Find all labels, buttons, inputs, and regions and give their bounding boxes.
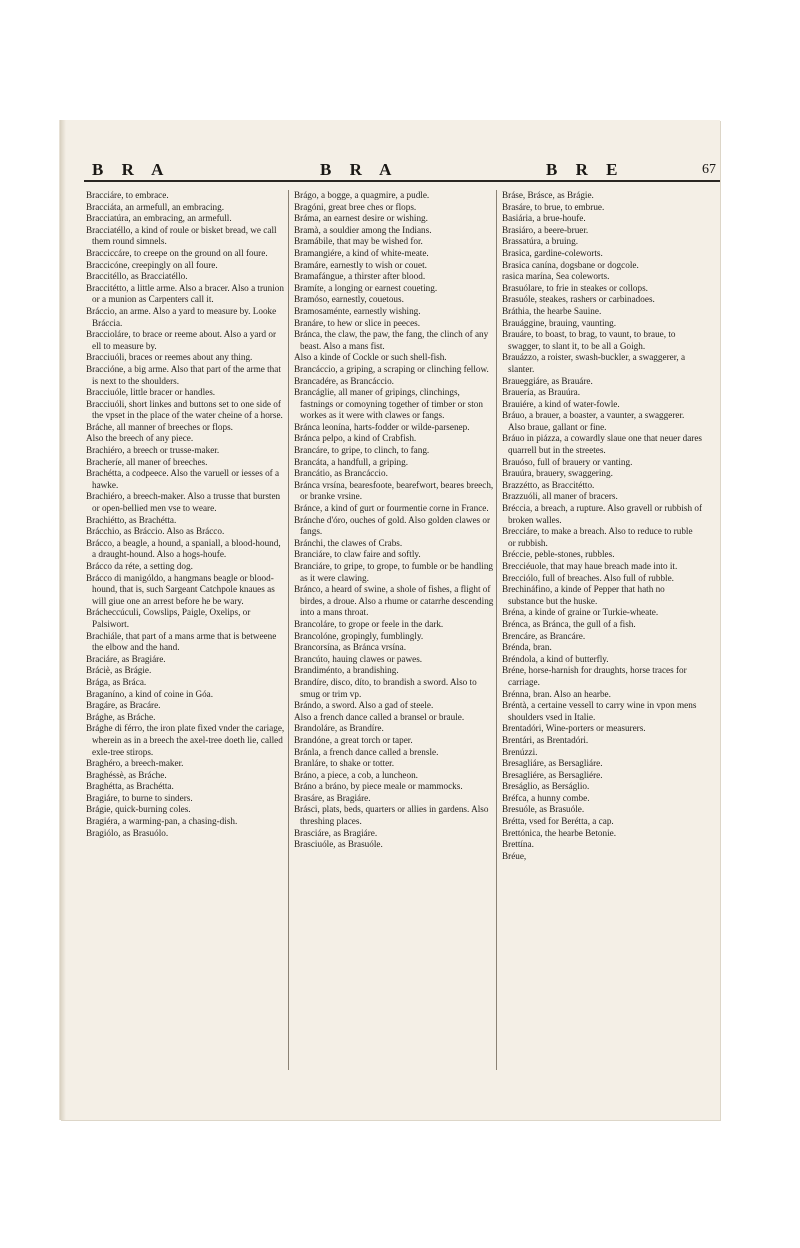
dictionary-entry: Bracciáre, to embrace.	[86, 190, 169, 200]
dictionary-entry: Brancolóne, gropingly, fumblingly.	[294, 630, 424, 641]
dictionary-entry: Brachiéro, a breech-maker. Also a trusse that bursten or open-bellied men vse to weare.	[86, 491, 281, 514]
dictionary-entry: Brácco di manigóldo, a hangmans beagle or blood-hound, that is, such Sargeant Catchpole knaues as will giue one an arrest before he be wary.	[86, 572, 275, 606]
dictionary-entry: Bramafángue, a thirster after blood.	[294, 271, 426, 282]
dictionary-entry: Bránca pelpo, a kind of Crabfish.	[294, 433, 417, 444]
dictionary-entry: Brasciuóle, as Brasuóle.	[294, 839, 383, 850]
dictionary-entry: Bránchi, the clawes of Crabs.	[294, 537, 403, 548]
dictionary-entry: Bramáre, earnestly to wish or couet.	[294, 259, 427, 270]
dictionary-entry: Bránca, the claw, the paw, the fang, the clinch of any beast. Also a mans fist.	[294, 329, 489, 351]
header-rule	[84, 180, 720, 182]
page-number: 67	[702, 162, 716, 177]
dictionary-entry: Brácheccúculi, Cowslips, Paigle, Oxelips, or Palsiwort.	[86, 607, 251, 629]
dictionary-entry: Breságlio, as Berságlio.	[502, 781, 590, 792]
column-1	[86, 190, 286, 1070]
dictionary-entry: Bréfca, a hunny combe.	[502, 792, 590, 803]
dictionary-entry: Braghétta, as Brachétta.	[86, 781, 174, 792]
dictionary-entry: Brága, as Bráca.	[86, 676, 147, 687]
dictionary-entry: Branciáre, to gripe, to grope, to fumble or be handling as it were clawing.	[294, 561, 494, 583]
dictionary-entry: Bracciáta, an armefull, an embracing.	[86, 201, 224, 212]
dictionary-entry: Brazzuóli, all maner of bracers.	[502, 491, 618, 502]
dictionary-entry: Brasciáre, as Bragiáre.	[294, 827, 378, 838]
dictionary-entry: Bráthia, the hearbe Sauine.	[502, 305, 602, 316]
header-right: B R E	[546, 160, 625, 179]
dictionary-entry: Brecciólo, full of breaches. Also full of rubble.	[502, 572, 674, 583]
dictionary-entry: Brauería, as Brauúra.	[502, 387, 581, 398]
dictionary-entry: Brachiéro, a breech or trusse-maker.	[86, 445, 220, 456]
column-divider	[288, 190, 289, 1070]
dictionary-entry: Brasica canína, dogsbane or dogcole.	[502, 259, 639, 270]
dictionary-entry: Brasuóle, steakes, rashers or carbinadoes.	[502, 294, 655, 305]
dictionary-entry: Brasáre, to brue, to embrue.	[502, 201, 605, 212]
dictionary-entry: Brencáre, as Brancáre.	[502, 630, 586, 641]
dictionary-entry: Bragiéra, a warming-pan, a chasing-dish.	[86, 816, 238, 827]
dictionary-entry: Brágo, a bogge, a quagmire, a pudle.	[294, 190, 430, 200]
dictionary-entry: Brettína.	[502, 839, 534, 850]
dictionary-entry: Braganíno, a kind of coine in Góa.	[86, 688, 214, 699]
dictionary-entry: Brancáglie, all maner of gripings, clinchings, fastnings or comoyning together of timber or ston workes as it were with clawes or fangs.	[294, 387, 483, 421]
dictionary-entry: Brachétta, a codpeece. Also the varuell or iesses of a hawke.	[86, 468, 280, 490]
dictionary-entry: Bracciuóli, short linkes and buttons set to one side of the vpset in the place of the water cheine of a horse.	[86, 398, 283, 421]
dictionary-entry: Brentári, as Brentadóri.	[502, 734, 589, 745]
dictionary-entry: Bráno, a piece, a cob, a luncheon.	[294, 769, 418, 780]
dictionary-entry: Brancorsína, as Bránca vrsína.	[294, 642, 406, 653]
dictionary-entry: Bramangiére, a kind of white-meate.	[294, 247, 429, 258]
header-center: B R A	[320, 160, 399, 179]
dictionary-entry: Brágie, quick-burning coles.	[86, 804, 191, 815]
dictionary-entry: Bráche, all manner of breeches or flops.	[86, 421, 233, 432]
dictionary-entry: Bramíte, a longing or earnest coueting.	[294, 282, 438, 293]
column-divider	[496, 190, 497, 1070]
dictionary-entry: Bréccie, peble-stones, rubbles.	[502, 549, 615, 560]
dictionary-entry: Basiária, a brue-houfe.	[502, 213, 586, 224]
dictionary-entry: Brénca, as Bránca, the gull of a fish.	[502, 618, 636, 629]
dictionary-entry: Brauáre, to boast, to brag, to vaunt, to braue, to swagger, to slant it, to be all a Goigh.	[502, 329, 676, 351]
dictionary-entry: Brenúzzi.	[502, 746, 538, 757]
dictionary-entry: Brachiále, that part of a mans arme that is betweene the elbow and the hand.	[86, 630, 277, 653]
dictionary-entry: Bránca vrsína, bearesfoote, bearefwort, beares breech, or branke vrsine.	[294, 479, 494, 502]
dictionary-entry: Brághe di férro, the iron plate fixed vnder the cariage, wherein as in a breech the axel-tree doeth lie, called exle-tree stirops.	[86, 723, 285, 757]
dictionary-entry: Brághe, as Bráche.	[86, 711, 156, 722]
dictionary-entry: Bránche d'óro, ouches of gold. Also golden clawes or fangs.	[294, 514, 491, 537]
dictionary-entry: Brasáre, as Bragiáre.	[294, 792, 371, 803]
dictionary-entry: Braghéro, a breech-maker.	[86, 758, 184, 769]
dictionary-entry: Brecciáre, to make a breach. Also to reduce to ruble or rubbish.	[502, 526, 693, 548]
dictionary-entry: Bránco, a heard of swine, a shole of fishes, a flight of birdes, a droue. Also a rhume or catarrhe descending into a mans throat.	[294, 584, 494, 618]
dictionary-entry: Bránla, a french dance called a brensle.	[294, 746, 439, 757]
dictionary-entry: Bresuóle, as Brasuóle.	[502, 804, 585, 815]
page-gutter-shadow	[60, 120, 66, 1120]
dictionary-entry: Brénda, bran.	[502, 642, 552, 653]
dictionary-entry: Brauiére, a kind of water-fowle.	[502, 398, 620, 409]
dictionary-entry: Brándo, a sword. Also a gad of steele.	[294, 700, 434, 711]
dictionary-entry: Bragáre, as Bracáre.	[86, 700, 161, 711]
dictionary-entry: Brasiáro, a beere-bruer.	[502, 224, 589, 235]
dictionary-entry: Bracciccáre, to creepe on the ground on all foure.	[86, 247, 268, 258]
dictionary-entry: Braccióne, a big arme. Also that part of the arme that is next to the shoulders.	[86, 363, 281, 386]
dictionary-entry: Bréntà, a certaine vessell to carry wine in vpon mens shoulders vsed in Italie.	[502, 700, 697, 722]
dictionary-entry: Brauázzo, a roister, swash-buckler, a swaggerer, a slanter.	[502, 352, 686, 374]
dictionary-entry: Brasica, gardine-coleworts.	[502, 247, 603, 258]
dictionary-entry: Brancáccio, a griping, a scraping or clinching fellow.	[294, 363, 489, 374]
dictionary-entry: Bráse, Brásce, as Brágie.	[502, 190, 594, 200]
dictionary-entry: Braccitétto, a little arme. Also a bracer. Also a trunion or a munion as Carpenters call it.	[86, 282, 284, 305]
dictionary-entry: Bráno a bráno, by piece meale or mammocks.	[294, 781, 463, 792]
dictionary-entry: Brauúra, brauery, swaggering.	[502, 468, 613, 479]
dictionary-entry: Bragiólo, as Brasuólo.	[86, 827, 169, 838]
dictionary-entry: Bramosaménte, earnestly wishing.	[294, 305, 421, 316]
dictionary-entry: Brétta, vsed for Berétta, a cap.	[502, 816, 614, 827]
dictionary-entry: Brecciéuole, that may haue breach made into it.	[502, 561, 678, 571]
dictionary-entry: Braghéssè, as Bráche.	[86, 769, 167, 780]
dictionary-entry: Brácco da réte, a setting dog.	[86, 561, 193, 571]
dictionary-entry: Braccicóne, creepingly on all foure.	[86, 259, 218, 270]
dictionary-entry: rasica marína, Sea coleworts.	[502, 271, 610, 282]
dictionary-entry: Branciáre, to claw faire and softly.	[294, 549, 421, 560]
dictionary-entry: Bréue,	[502, 850, 527, 861]
dictionary-entry: Brechináfino, a kinde of Pepper that hath no substance but the huske.	[502, 584, 665, 606]
dictionary-entry: Brachiétto, as Brachétta.	[86, 514, 177, 525]
dictionary-entry: Brandoláre, as Brandíre.	[294, 723, 384, 734]
dictionary-entry: Also a french dance called a bransel or braule.	[294, 711, 465, 722]
dictionary-entry: Braccitéllo, as Bracciatéllo.	[86, 271, 188, 282]
dictionary-entry: Brazzétto, as Braccitétto.	[502, 479, 595, 490]
dictionary-entry: Brancáta, a handfull, a griping.	[294, 456, 409, 467]
dictionary-entry: Bracciatéllo, a kind of roule or bisket bread, we call them round simnels.	[86, 224, 277, 247]
dictionary-entry: Brandiménto, a brandishing.	[294, 665, 399, 676]
dictionary-entry: Bráccio, an arme. Also a yard to measure by. Looke Bráccia.	[86, 305, 277, 328]
dictionary-entry: Bráuo in piázza, a cowardly slaue one that neuer dares quarrell but in the streetes.	[502, 433, 702, 456]
dictionary-entry: Braciáre, as Bragiáre.	[86, 653, 166, 664]
dictionary-entry: Bracciuóle, little bracer or handles.	[86, 387, 216, 398]
dictionary-entry: Bresagliáre, as Bersagliáre.	[502, 758, 603, 769]
header-left: B R A	[92, 160, 171, 179]
dictionary-entry: Brettónica, the hearbe Betonie.	[502, 827, 617, 838]
dictionary-entry: Braueggiáre, as Brauáre.	[502, 375, 593, 386]
dictionary-entry: Brancadére, as Brancáccio.	[294, 375, 394, 386]
dictionary-entry: Bresagliére, as Bersagliére.	[502, 769, 603, 780]
dictionary-entry: Bréndola, a kind of butterfly.	[502, 653, 609, 664]
dictionary-entry: Brénna, bran. Also an hearbe.	[502, 688, 611, 699]
dictionary-entry: Bráuo, a brauer, a boaster, a vaunter, a swaggerer. Also braue, gallant or fine.	[502, 410, 685, 432]
dictionary-entry: Bráma, an earnest desire or wishing.	[294, 213, 428, 224]
dictionary-entry: Brauóso, full of brauery or vanting.	[502, 456, 633, 467]
dictionary-entry: Brácco, a beagle, a hound, a spaniall, a blood-hound, a draught-hound. Also a hogs-houfe.	[86, 537, 281, 560]
dictionary-entry: Brentadóri, Wine-porters or measurers.	[502, 723, 646, 734]
dictionary-entry: Brácchio, as Bráccio. Also as Brácco.	[86, 526, 225, 537]
dictionary-entry: Bramábile, that may be wished for.	[294, 236, 423, 247]
dictionary-entry: Bragóni, great bree ches or flops.	[294, 201, 417, 212]
dictionary-entry: Branáre, to hew or slice in peeces.	[294, 317, 421, 328]
dictionary-entry: Braccioláre, to brace or reeme about. Also a yard or ell to measure by.	[86, 329, 277, 351]
dictionary-entry: Bránce, a kind of gurt or fourmentie corne in France.	[294, 503, 489, 514]
dictionary-entry: Bréne, horse-harnish for draughts, horse traces for carriage.	[502, 665, 687, 687]
dictionary-entry: Bráciè, as Brágie.	[86, 665, 152, 676]
dictionary-entry: Branláre, to shake or totter.	[294, 758, 395, 769]
dictionary-entry: Brandóne, a great torch or taper.	[294, 734, 413, 745]
dictionary-entry: Brancúto, hauing clawes or pawes.	[294, 653, 423, 664]
dictionary-entry: Bránca leonína, harts-fodder or wilde-parsenep.	[294, 421, 470, 432]
dictionary-entry: Brandíre, disco, díto, to brandish a sword. Also to smug or trim vp.	[294, 676, 477, 699]
dictionary-entry: Brancátio, as Brancáccio.	[294, 468, 388, 479]
dictionary-entry: Brassatúra, a bruing.	[502, 236, 579, 247]
dictionary-entry: Bragiáre, to burne to sinders.	[86, 792, 193, 803]
dictionary-entry: Bramóso, earnestly, couetous.	[294, 294, 404, 305]
dictionary-entry: Bréna, a kinde of graine or Turkie-wheate.	[502, 607, 659, 618]
dictionary-entry: Bracciatúra, an embracing, an armefull.	[86, 213, 232, 224]
dictionary-entry: Brásci, plats, beds, quarters or allies in gardens. Also threshing places.	[294, 804, 489, 827]
dictionary-entry: Brancoláre, to grope or feele in the dark.	[294, 618, 444, 629]
dictionary-entry: Brasuólare, to frie in steakes or collops.	[502, 282, 648, 293]
dictionary-entry: Bracciuóli, braces or reemes about any thing.	[86, 352, 253, 363]
dictionary-entry: Brauággine, brauing, vaunting.	[502, 317, 617, 328]
column-3	[502, 190, 702, 1070]
dictionary-entry: Bréccia, a breach, a rupture. Also gravell or rubbish of broken walles.	[502, 503, 702, 525]
dictionary-entry: Also a kinde of Cockle or such shell-fish.	[294, 352, 447, 363]
dictionary-entry: Also the breech of any piece.	[86, 433, 194, 444]
dictionary-entry: Bramà, a souldier among the Indians.	[294, 224, 432, 235]
dictionary-entry: Bracheríe, all maner of breeches.	[86, 456, 208, 467]
dictionary-entry: Brancáre, to gripe, to clinch, to fang.	[294, 445, 430, 456]
column-2	[294, 190, 494, 1070]
